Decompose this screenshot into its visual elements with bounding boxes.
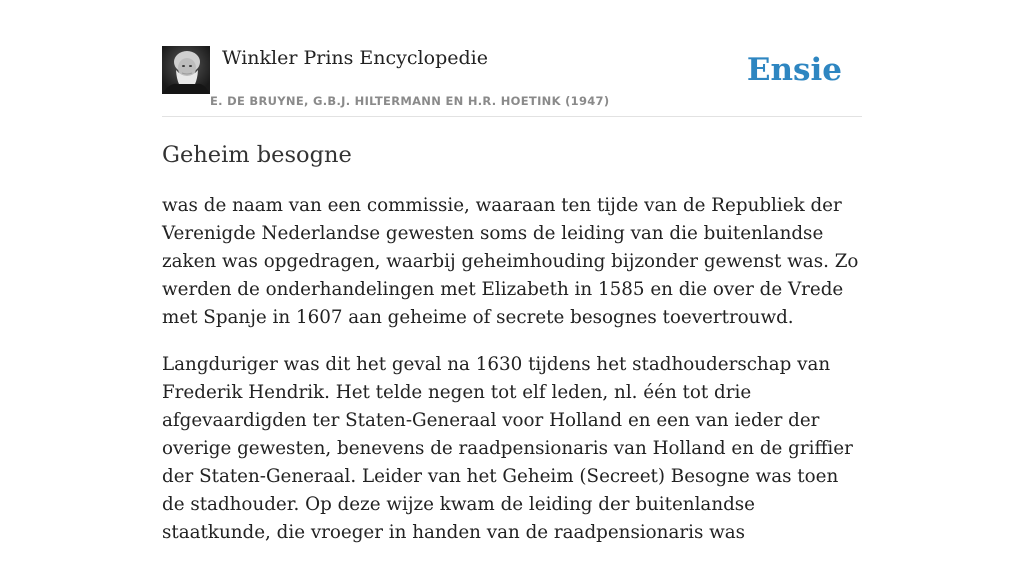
site-title[interactable]: Winkler Prins Encyclopedie: [222, 47, 488, 69]
ensie-logo-link[interactable]: Ensie: [746, 52, 842, 88]
page-title: Geheim besogne: [162, 142, 352, 168]
article-paragraph: Langduriger was dit het geval na 1630 tijdens het stadhouderschap van Frederik Hendrik. Het telde negen tot elf leden, nl. één tot drie afgevaardigden ter Staten-Generaal voor Holland en een van ieder der overige gewesten, benevens de raadpensionaris van Holland en de griffier der Staten-Generaal. Leider van het Geheim (Secreet) Besogne was toen de stadhouder. Op deze wijze kwam de leiding der buitenlandse staatkunde, die vroeger in handen van de raadpensionaris was: [162, 354, 853, 543]
site-header: [162, 46, 862, 117]
bearded-man-portrait-icon[interactable]: [162, 46, 210, 94]
article-paragraph: was de naam van een commissie, waaraan ten tijde van de Republiek der Verenigde Nederlandse gewesten soms de leiding van die buitenlandse zaken was opgedragen, waarbij geheimhouding bijzonder gewenst was. Zo werden de onderhandelingen met Elizabeth in 1585 en die over de Vrede met Spanje in 1607 aan geheime of secrete besognes toevertrouwd.: [162, 195, 859, 328]
article-body: [162, 192, 862, 566]
article-authors: E. DE BRUYNE, G.B.J. HILTERMANN EN H.R. HOETINK (1947): [210, 94, 610, 108]
avatar-image: [162, 46, 210, 94]
